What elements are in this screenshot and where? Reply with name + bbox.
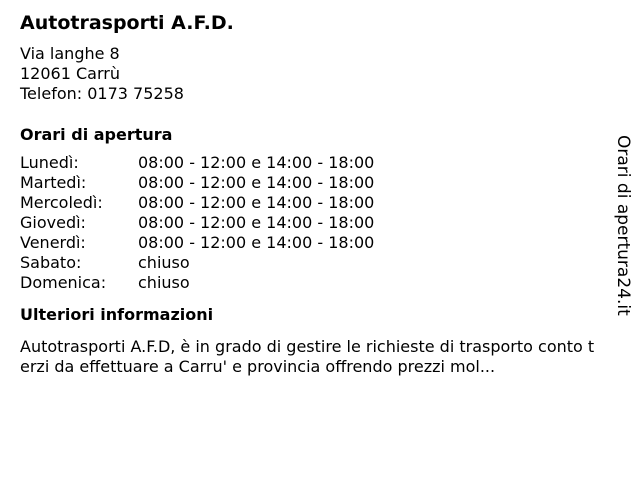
day-label: Sabato: bbox=[20, 253, 82, 272]
street-address: Via langhe 8 bbox=[20, 44, 120, 63]
hours-value: 08:00 - 12:00 e 14:00 - 18:00 bbox=[138, 233, 375, 252]
day-label: Giovedì: bbox=[20, 213, 86, 232]
hours-value: 08:00 - 12:00 e 14:00 - 18:00 bbox=[138, 213, 375, 232]
hours-row-sunday bbox=[20, 273, 600, 293]
day-label: Mercoledì: bbox=[20, 193, 103, 212]
business-name: Autotrasporti A.F.D. bbox=[20, 12, 234, 34]
hours-value: chiuso bbox=[138, 273, 190, 292]
day-label: Lunedì: bbox=[20, 153, 79, 172]
hours-value: 08:00 - 12:00 e 14:00 - 18:00 bbox=[138, 173, 375, 192]
hours-row-saturday bbox=[20, 253, 600, 273]
hours-value: chiuso bbox=[138, 253, 190, 272]
hours-row-friday bbox=[20, 233, 600, 253]
hours-row-monday bbox=[20, 153, 600, 173]
opening-hours-heading: Orari di apertura bbox=[20, 125, 173, 144]
site-watermark: Orari di apertura24.it bbox=[613, 135, 633, 316]
more-info-heading: Ulteriori informazioni bbox=[20, 305, 214, 324]
business-card bbox=[20, 10, 600, 377]
city-address: 12061 Carrù bbox=[20, 64, 120, 83]
day-label: Martedì: bbox=[20, 173, 87, 192]
business-description: Autotrasporti A.F.D, è in grado di gestire le richieste di trasporto conto terzi da effettuare a Carru' e provincia offrendo prezzi mol... bbox=[20, 337, 595, 376]
hours-row-wednesday bbox=[20, 193, 600, 213]
hours-row-tuesday bbox=[20, 173, 600, 193]
day-label: Domenica: bbox=[20, 273, 107, 292]
day-label: Venerdì: bbox=[20, 233, 86, 252]
address-block bbox=[20, 44, 600, 104]
phone-number: Telefon: 0173 75258 bbox=[20, 84, 184, 103]
opening-hours-table bbox=[20, 153, 600, 293]
hours-value: 08:00 - 12:00 e 14:00 - 18:00 bbox=[138, 153, 375, 172]
hours-value: 08:00 - 12:00 e 14:00 - 18:00 bbox=[138, 193, 375, 212]
hours-row-thursday bbox=[20, 213, 600, 233]
